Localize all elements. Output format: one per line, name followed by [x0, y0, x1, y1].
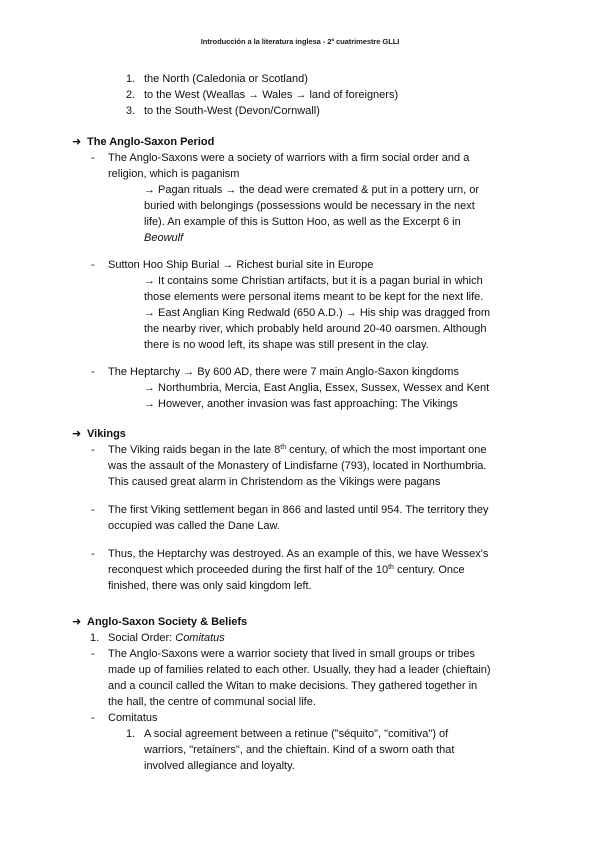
- paragraph-line: → It contains some Christian artifacts, but it is a pagan burial in which: [144, 275, 483, 287]
- dash-bullet: -: [91, 504, 95, 516]
- paragraph-line: there is no wood left, its shape was still present in the clay.: [144, 339, 429, 351]
- list-number: 1.: [90, 632, 100, 644]
- arrow-bullet-icon: ➜: [72, 616, 82, 628]
- dash-bullet: -: [91, 712, 95, 724]
- list-number: 2.: [126, 89, 136, 101]
- list-number: 1.: [126, 73, 136, 85]
- superscript: th: [388, 564, 394, 571]
- paragraph-line: made up of families related to each other. Usually, they had a leader (chieftain): [108, 664, 491, 676]
- section-heading: Vikings: [87, 428, 126, 440]
- paragraph-line: The Viking raids began in the late 8th century, of which the most important one: [108, 444, 487, 456]
- paragraph-line: The Heptarchy → By 600 AD, there were 7 main Anglo-Saxon kingdoms: [108, 366, 459, 378]
- paragraph-line: the nearby river, which probably held around 20-40 oarsmen. Although: [144, 323, 487, 335]
- paragraph-line: The Anglo-Saxons were a warrior society that lived in small groups or tribes: [108, 648, 475, 660]
- paragraph-line: was the assault of the Monastery of Lindisfarne (793), located in Northumbria.: [108, 460, 487, 472]
- paragraph-line: buried with belongings (possessions would be necessary in the next: [144, 200, 475, 212]
- list-number: 3.: [126, 105, 136, 117]
- paragraph-line: reconquest which proceeded during the first half of the 10th century. Once: [108, 564, 465, 576]
- paragraph-line: involved allegiance and loyalty.: [144, 760, 295, 772]
- paragraph-line: occupied was called the Dane Law.: [108, 520, 280, 532]
- dash-bullet: -: [91, 366, 95, 378]
- paragraph-line: those elements were personal items meant to be kept for the next life.: [144, 291, 484, 303]
- paragraph-line: and a council called the Witan to make decisions. They gathered together in: [108, 680, 478, 692]
- paragraph-line: → Northumbria, Mercia, East Anglia, Essex, Sussex, Wessex and Kent: [144, 382, 490, 394]
- section-heading: Anglo-Saxon Society & Beliefs: [87, 616, 248, 628]
- paragraph-line: finished, there was only said kingdom left.: [108, 580, 312, 592]
- list-item: the North (Caledonia or Scotland): [144, 73, 308, 85]
- book-title: Beowulf: [144, 232, 184, 244]
- paragraph-line: religion, which is paganism: [108, 168, 240, 180]
- dash-bullet: -: [91, 648, 95, 660]
- paragraph-line: warriors, "retainers", and the chieftain. Kind of a sworn oath that: [144, 744, 455, 756]
- paragraph-line: the hall, the centre of communal social life.: [108, 696, 316, 708]
- paragraph-line: Thus, the Heptarchy was destroyed. As an example of this, we have Wessex's: [108, 548, 489, 560]
- paragraph-line: Comitatus: [108, 712, 158, 724]
- paragraph-line: → However, another invasion was fast approaching: The Vikings: [144, 398, 458, 410]
- dash-bullet: -: [91, 548, 95, 560]
- list-item: to the South-West (Devon/Cornwall): [144, 105, 320, 117]
- paragraph-line: → Pagan rituals → the dead were cremated & put in a pottery urn, or: [144, 184, 480, 196]
- dash-bullet: -: [91, 152, 95, 164]
- page-header: Introducción a la literatura inglesa - 2º cuatrimestre GLLI: [200, 37, 400, 46]
- arrow-bullet-icon: ➜: [72, 136, 82, 148]
- arrow-bullet-icon: ➜: [72, 428, 82, 440]
- list-item: Social Order: Comitatus: [108, 632, 225, 644]
- paragraph-line: The first Viking settlement began in 866 and lasted until 954. The territory they: [108, 504, 489, 516]
- paragraph-line: The Anglo-Saxons were a society of warriors with a firm social order and a: [108, 152, 470, 164]
- paragraph-line: This caused great alarm in Christendom as the Vikings were pagans: [108, 476, 441, 488]
- paragraph-line: → East Anglian King Redwald (650 A.D.) → His ship was dragged from: [144, 307, 491, 319]
- dash-bullet: -: [91, 259, 95, 271]
- section-heading: The Anglo-Saxon Period: [87, 136, 215, 148]
- paragraph-line: life). An example of this is Sutton Hoo, as well as the Excerpt 6 in: [144, 216, 461, 228]
- list-number: 1.: [126, 728, 136, 740]
- paragraph-line: Sutton Hoo Ship Burial → Richest burial site in Europe: [108, 259, 374, 271]
- superscript: th: [280, 444, 287, 451]
- paragraph-line: A social agreement between a retinue ("séquito", "comitiva") of: [144, 728, 449, 740]
- list-item: to the West (Weallas → Wales → land of foreigners): [144, 89, 399, 101]
- dash-bullet: -: [91, 444, 95, 456]
